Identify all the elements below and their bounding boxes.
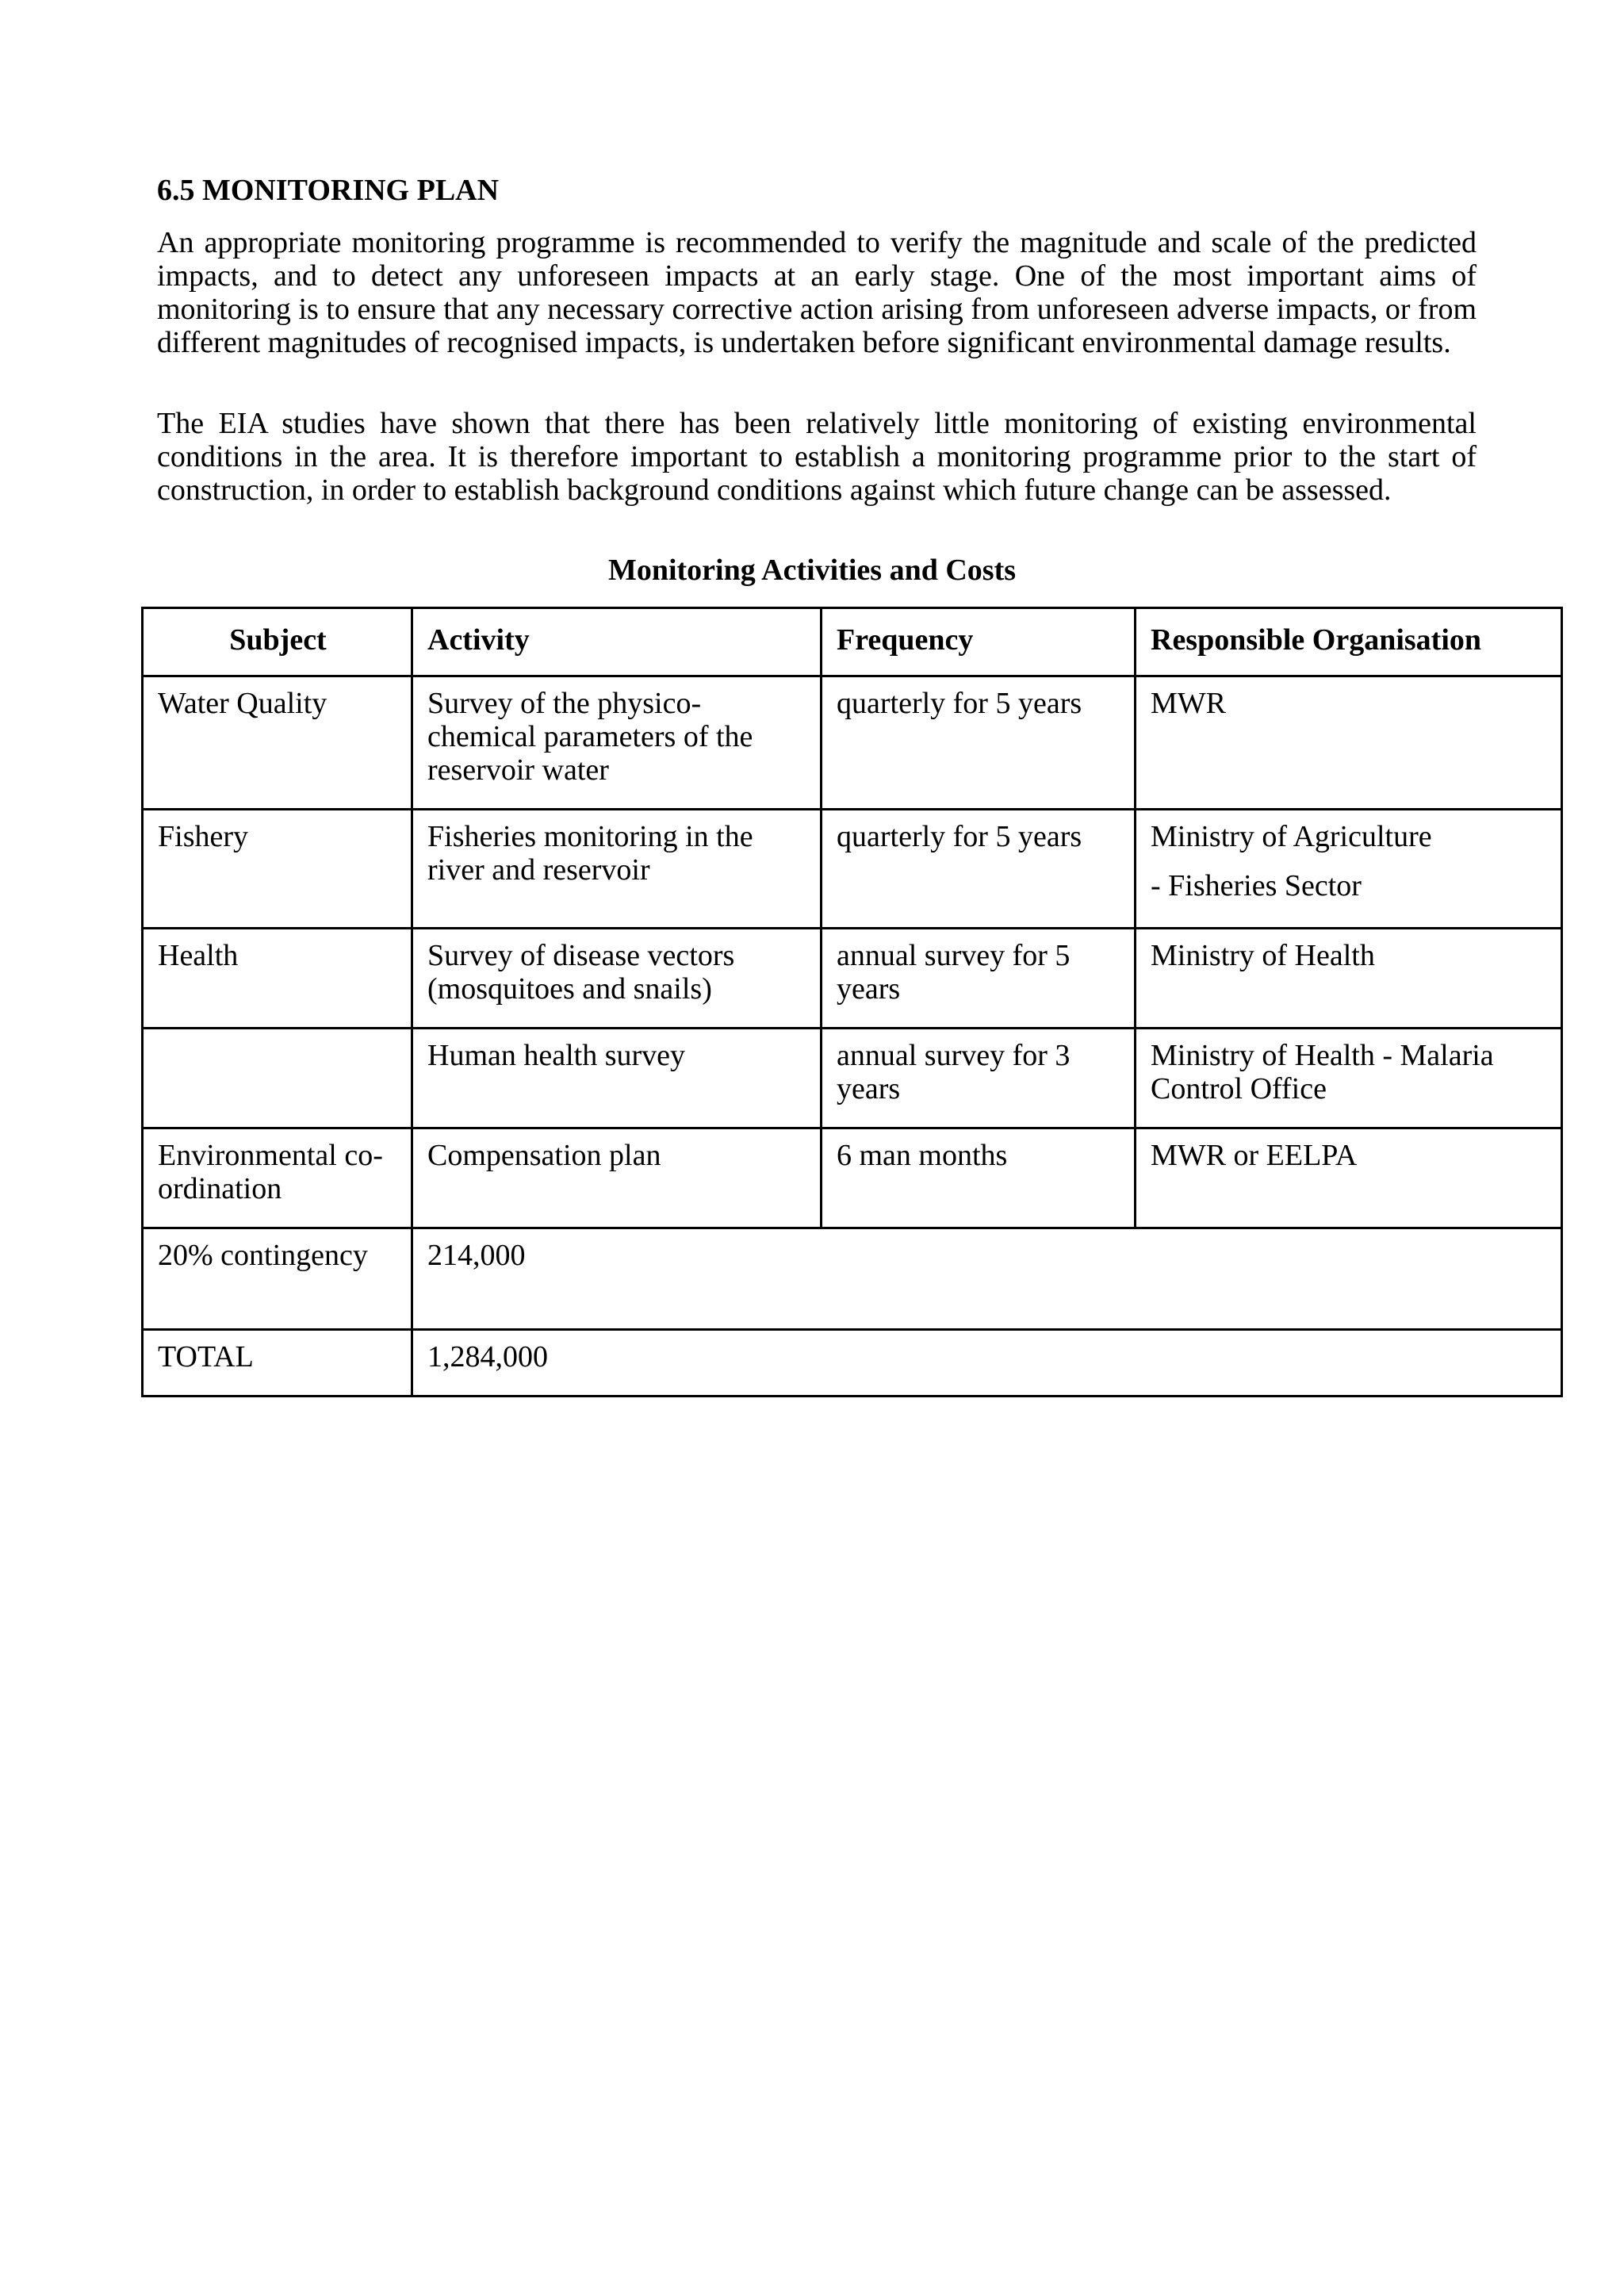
header-frequency: Frequency bbox=[822, 608, 1136, 676]
organisation-name: Ministry of Health bbox=[1151, 939, 1375, 972]
row-organisation bbox=[1136, 1029, 1562, 1128]
row-activity: Compensation plan bbox=[412, 1128, 822, 1228]
section-heading: 6.5 MONITORING PLAN bbox=[157, 174, 500, 207]
total-value: 1,284,000 bbox=[412, 1330, 1562, 1397]
total-label: TOTAL bbox=[143, 1330, 412, 1397]
organisation-subunit: - Fisheries Sector bbox=[1151, 869, 1362, 902]
row-organisation bbox=[1136, 810, 1562, 929]
table-row bbox=[143, 676, 1562, 810]
row-frequency: annual survey for 5 years bbox=[822, 929, 1136, 1029]
row-activity: Survey of the physico-chemical parameters of the reservoir water bbox=[412, 676, 822, 810]
intro-paragraph: An appropriate monitoring programme is recommended to verify the magnitude and scale of the predicted impacts, and to detect any unforeseen impacts at an early stage. One of the most important aims of monitoring is to ensure that any necessary corrective action arising from unforeseen adverse impacts, or from different magnitudes of recognised impacts, is undertaken before significant environmental damage results. bbox=[157, 226, 1477, 359]
monitoring-table bbox=[141, 607, 1563, 1397]
row-organisation bbox=[1136, 676, 1562, 810]
row-subject: Environmental co-ordination bbox=[143, 1128, 412, 1228]
table-row bbox=[143, 929, 1562, 1029]
row-subject bbox=[143, 1029, 412, 1128]
table-caption: Monitoring Activities and Costs bbox=[607, 554, 1017, 587]
header-activity: Activity bbox=[412, 608, 822, 676]
row-frequency: annual survey for 3 years bbox=[822, 1029, 1136, 1128]
contingency-row bbox=[143, 1228, 1562, 1330]
row-organisation bbox=[1136, 1128, 1562, 1228]
table-header-row bbox=[143, 608, 1562, 676]
organisation-name: Ministry of Health - Malaria Control Office bbox=[1151, 1039, 1494, 1105]
row-frequency: quarterly for 5 years bbox=[822, 810, 1136, 929]
row-subject: Fishery bbox=[143, 810, 412, 929]
table-row bbox=[143, 1029, 1562, 1128]
context-paragraph: The EIA studies have shown that there has been relatively little monitoring of existing environmental conditions in the area. It is therefore important to establish a monitoring programme prior to the start of construction, in order to establish background conditions against which future change can be assessed. bbox=[157, 407, 1477, 507]
header-organisation: Responsible Organisation bbox=[1136, 608, 1562, 676]
row-activity: Survey of disease vectors (mosquitoes and snails) bbox=[412, 929, 822, 1029]
table-row bbox=[143, 810, 1562, 929]
header-subject: Subject bbox=[143, 608, 412, 676]
total-row bbox=[143, 1330, 1562, 1397]
organisation-name: Ministry of Agriculture bbox=[1151, 820, 1432, 853]
table-row bbox=[143, 1128, 1562, 1228]
row-subject: Water Quality bbox=[143, 676, 412, 810]
row-activity: Fisheries monitoring in the river and reservoir bbox=[412, 810, 822, 929]
row-organisation bbox=[1136, 929, 1562, 1029]
row-frequency: 6 man months bbox=[822, 1128, 1136, 1228]
organisation-name: MWR or EELPA bbox=[1151, 1139, 1358, 1172]
row-subject: Health bbox=[143, 929, 412, 1029]
row-frequency: quarterly for 5 years bbox=[822, 676, 1136, 810]
organisation-name: MWR bbox=[1151, 687, 1226, 720]
contingency-value: 214,000 bbox=[412, 1228, 1562, 1330]
contingency-label: 20% contingency bbox=[143, 1228, 412, 1330]
row-activity: Human health survey bbox=[412, 1029, 822, 1128]
